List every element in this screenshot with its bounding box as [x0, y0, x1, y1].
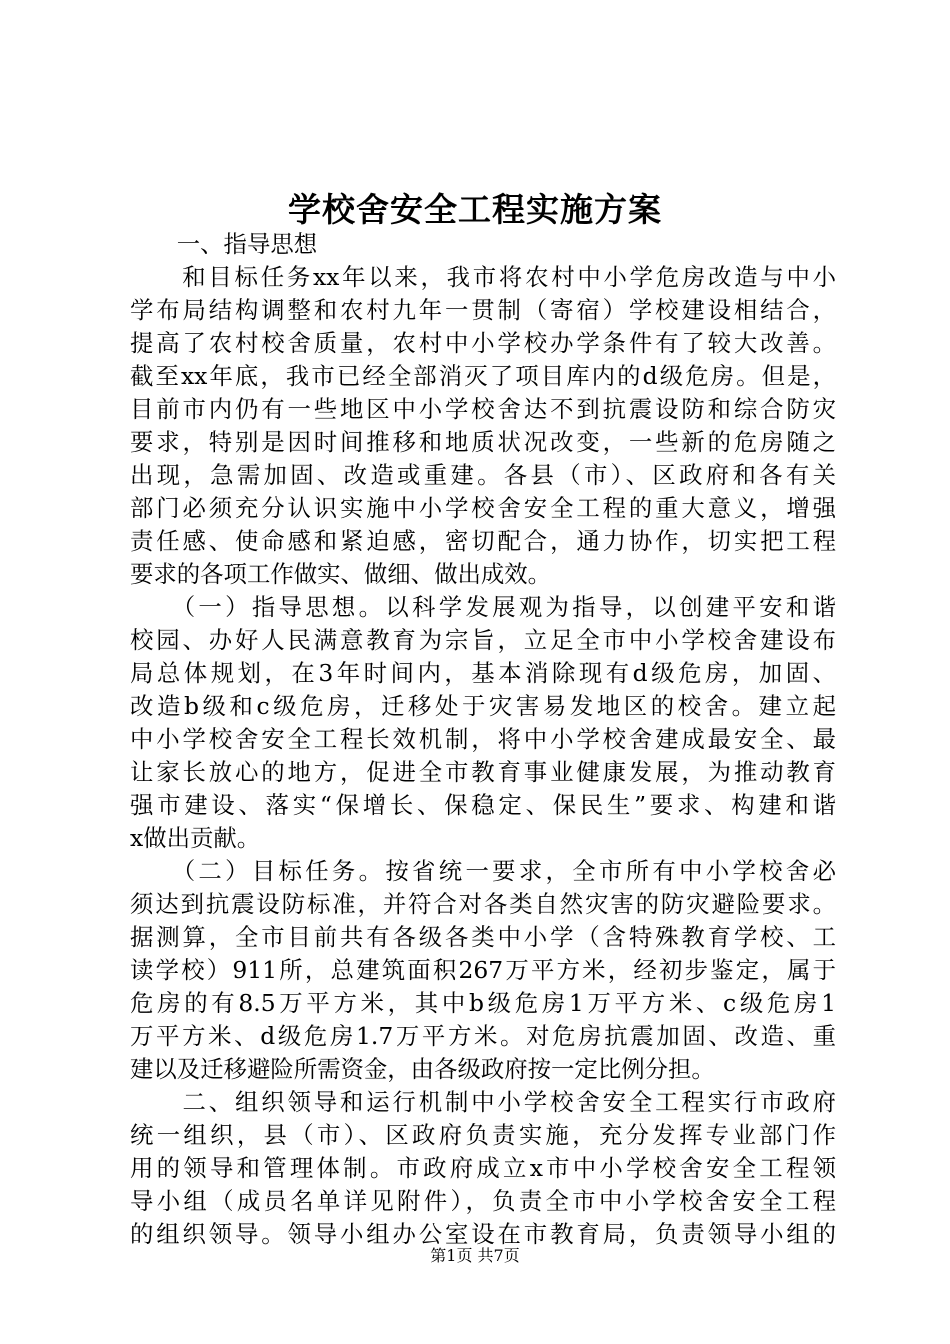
text-line: x做出贡献。	[130, 824, 261, 852]
text-line: 让家长放心的地方，促进全市教育事业健康发展，为推动教育	[130, 758, 836, 786]
text-line: 读学校）911所，总建筑面积267万平方米，经初步鉴定，属于	[130, 956, 836, 984]
text-line: 截至xx年底，我市已经全部消灭了项目库内的d级危房。但是，	[130, 362, 836, 390]
text-line: 危房的有8.5万平方米，其中b级危房1万平方米、c级危房1	[130, 989, 836, 1017]
text-line: 一、指导思想	[130, 230, 318, 258]
text-line: 据测算，全市目前共有各级各类中小学（含特殊教育学校、工	[130, 923, 836, 951]
text-line: 要求，特别是因时间推移和地质状况改变，一些新的危房随之	[130, 428, 836, 456]
text-line: 建以及迁移避险所需资金，由各级政府按一定比例分担。	[130, 1055, 715, 1083]
document-title: 学校舍安全工程实施方案	[288, 190, 662, 229]
text-line: 的组织领导。领导小组办公室设在市教育局，负责领导小组的	[130, 1220, 836, 1248]
text-line: 校园、办好人民满意教育为宗旨，立足全市中小学校舍建设布	[130, 626, 836, 654]
text-line: 局总体规划，在3年时间内，基本消除现有d级危房，加固、	[130, 659, 836, 687]
text-line: 提高了农村校舍质量，农村中小学校办学条件有了较大改善。	[130, 329, 836, 357]
text-line: 中小学校舍安全工程长效机制，将中小学校舍建成最安全、最	[130, 725, 836, 753]
text-line: 导小组（成员名单详见附件），负责全市中小学校舍安全工程	[130, 1187, 836, 1215]
text-line: 和目标任务xx年以来，我市将农村中小学危房改造与中小	[130, 263, 836, 291]
text-line: 部门必须充分认识实施中小学校舍安全工程的重大意义，增强	[130, 494, 836, 522]
text-line: 二、组织领导和运行机制中小学校舍安全工程实行市政府	[130, 1088, 836, 1116]
page-indicator: 第1页 共7页	[430, 1246, 520, 1265]
text-line: 用的领导和管理体制。市政府成立x市中小学校舍安全工程领	[130, 1154, 836, 1182]
text-line: 须达到抗震设防标准，并符合对各类自然灾害的防灾避险要求。	[130, 890, 836, 918]
text-line: 统一组织，县（市）、区政府负责实施，充分发挥专业部门作	[130, 1121, 836, 1149]
text-line: 万平方米、d级危房1.7万平方米。对危房抗震加固、改造、重	[130, 1022, 836, 1050]
text-line: 强市建设、落实“保增长、保稳定、保民生”要求、构建和谐	[130, 791, 836, 819]
text-line: 要求的各项工作做实、做细、做出成效。	[130, 560, 552, 588]
document-body	[130, 228, 836, 1251]
text-line: （二）目标任务。按省统一要求，全市所有中小学校舍必	[130, 857, 836, 885]
text-line: 改造b级和c级危房，迁移处于灾害易发地区的校舍。建立起	[130, 692, 836, 720]
text-line: 出现，急需加固、改造或重建。各县（市）、区政府和各有关	[130, 461, 836, 489]
text-line: 目前市内仍有一些地区中小学校舍达不到抗震设防和综合防灾	[130, 395, 836, 423]
text-line: （一）指导思想。以科学发展观为指导，以创建平安和谐	[130, 593, 836, 621]
text-line: 责任感、使命感和紧迫感，密切配合，通力协作，切实把工程	[130, 527, 836, 555]
text-line: 学布局结构调整和农村九年一贯制（寄宿）学校建设相结合，	[130, 296, 836, 324]
